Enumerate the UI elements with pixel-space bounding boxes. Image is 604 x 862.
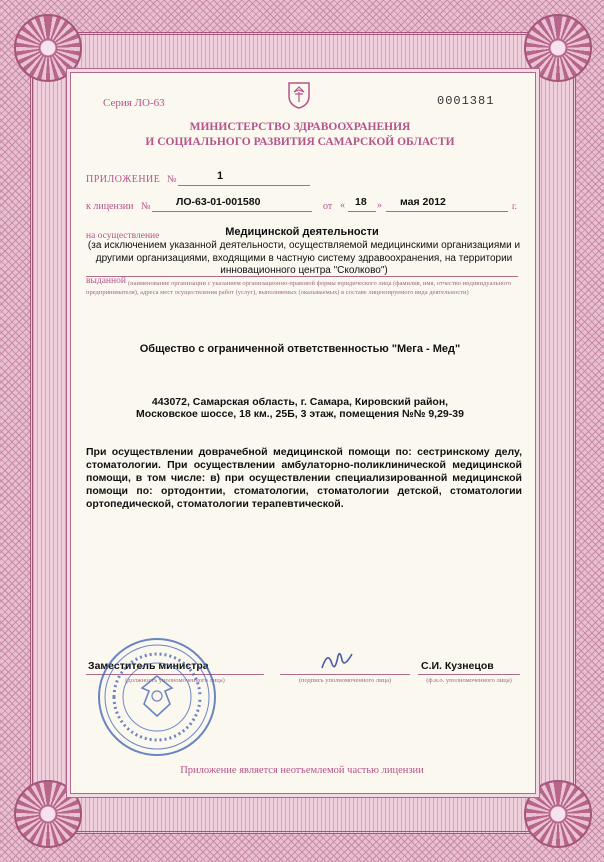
appendix-no-sign: № (167, 174, 177, 185)
license-day-underline (348, 211, 376, 212)
license-quote-close: » (377, 200, 382, 211)
position-hint: (должность уполномоченного лица) (125, 677, 225, 684)
organization-address-line1: 443072, Самарская область, г. Самара, Кировский район, (151, 396, 449, 408)
coat-of-arms-icon (286, 80, 312, 110)
signatory-name: С.И. Кузнецов (421, 660, 494, 672)
license-number: ЛО-63-01-001580 (176, 196, 261, 208)
license-label: к лицензии (86, 201, 134, 212)
license-month-year: мая 2012 (400, 196, 446, 208)
handwritten-signature (318, 646, 358, 676)
license-no-sign: № (141, 201, 151, 212)
organization-address-line2: Московское шоссе, 18 км., 25Б, 3 этаж, помещения №№ 9,29-39 (136, 408, 464, 420)
appendix-label: ПРИЛОЖЕНИЕ (86, 174, 161, 185)
series-label: Серия ЛО-63 (103, 97, 165, 109)
activity-description: (за исключением указанной деятельности, осуществляемой медицинскими организациями и другими организациями, входящими в частную систему здравоохранения, на территории инновационного центра "Сколково") (87, 240, 521, 276)
organization-name: Общество с ограниченной ответственностью "Мега - Мед" (139, 343, 461, 355)
name-underline (418, 674, 520, 675)
license-from-label: от (323, 201, 333, 212)
ministry-title-line2: И СОЦИАЛЬНОГО РАЗВИТИЯ САМАРСКОЙ ОБЛАСТИ (145, 136, 455, 148)
footer-note: Приложение является неотъемлемой частью лицензии (180, 765, 424, 776)
activity-prefix: на осуществление (86, 231, 160, 241)
license-number-underline (152, 211, 312, 212)
appendix-number: 1 (217, 170, 224, 182)
license-quote-open: « (340, 200, 345, 211)
ministry-title-line1: МИНИСТЕРСТВО ЗДРАВООХРАНЕНИЯ (189, 121, 411, 133)
document-number: 0001381 (437, 94, 495, 108)
name-hint: (ф.и.о. уполномоченного лица) (426, 677, 512, 684)
signature-hint: (подпись уполномоченного лица) (298, 677, 392, 684)
signatory-position: Заместитель министра (88, 660, 209, 672)
signature-underline (280, 674, 410, 675)
issued-hint: (наименование организации с указанием организационно-правовой формы юридического лица (фамилия, имя, отчество индивидуального предпринимателя), адреса мест осуществления работ (услуг), выполняемых (оказываемых) в составе лицензируемого вида деятельности) (86, 280, 512, 296)
issued-label: выданной (86, 276, 126, 286)
license-day: 18 (355, 196, 367, 208)
activity-underline (86, 276, 518, 277)
services-text: При осуществлении доврачебной медицинской помощи по: сестринскому делу, стоматологии. При осуществлении амбулаторно-поликлинической медицинской помощи, в том числе: в) при осуществлении специализированной медицинской помощи по: ортодонтии, стоматологии, стоматологии детской, стоматологии ортопедической, стоматологии терапевтической. (86, 446, 522, 510)
license-date-underline (386, 211, 508, 212)
appendix-underline (178, 185, 310, 186)
activity-title: Медицинской деятельности (225, 226, 379, 238)
license-year-suffix: г. (512, 201, 517, 211)
official-stamp (96, 636, 218, 758)
